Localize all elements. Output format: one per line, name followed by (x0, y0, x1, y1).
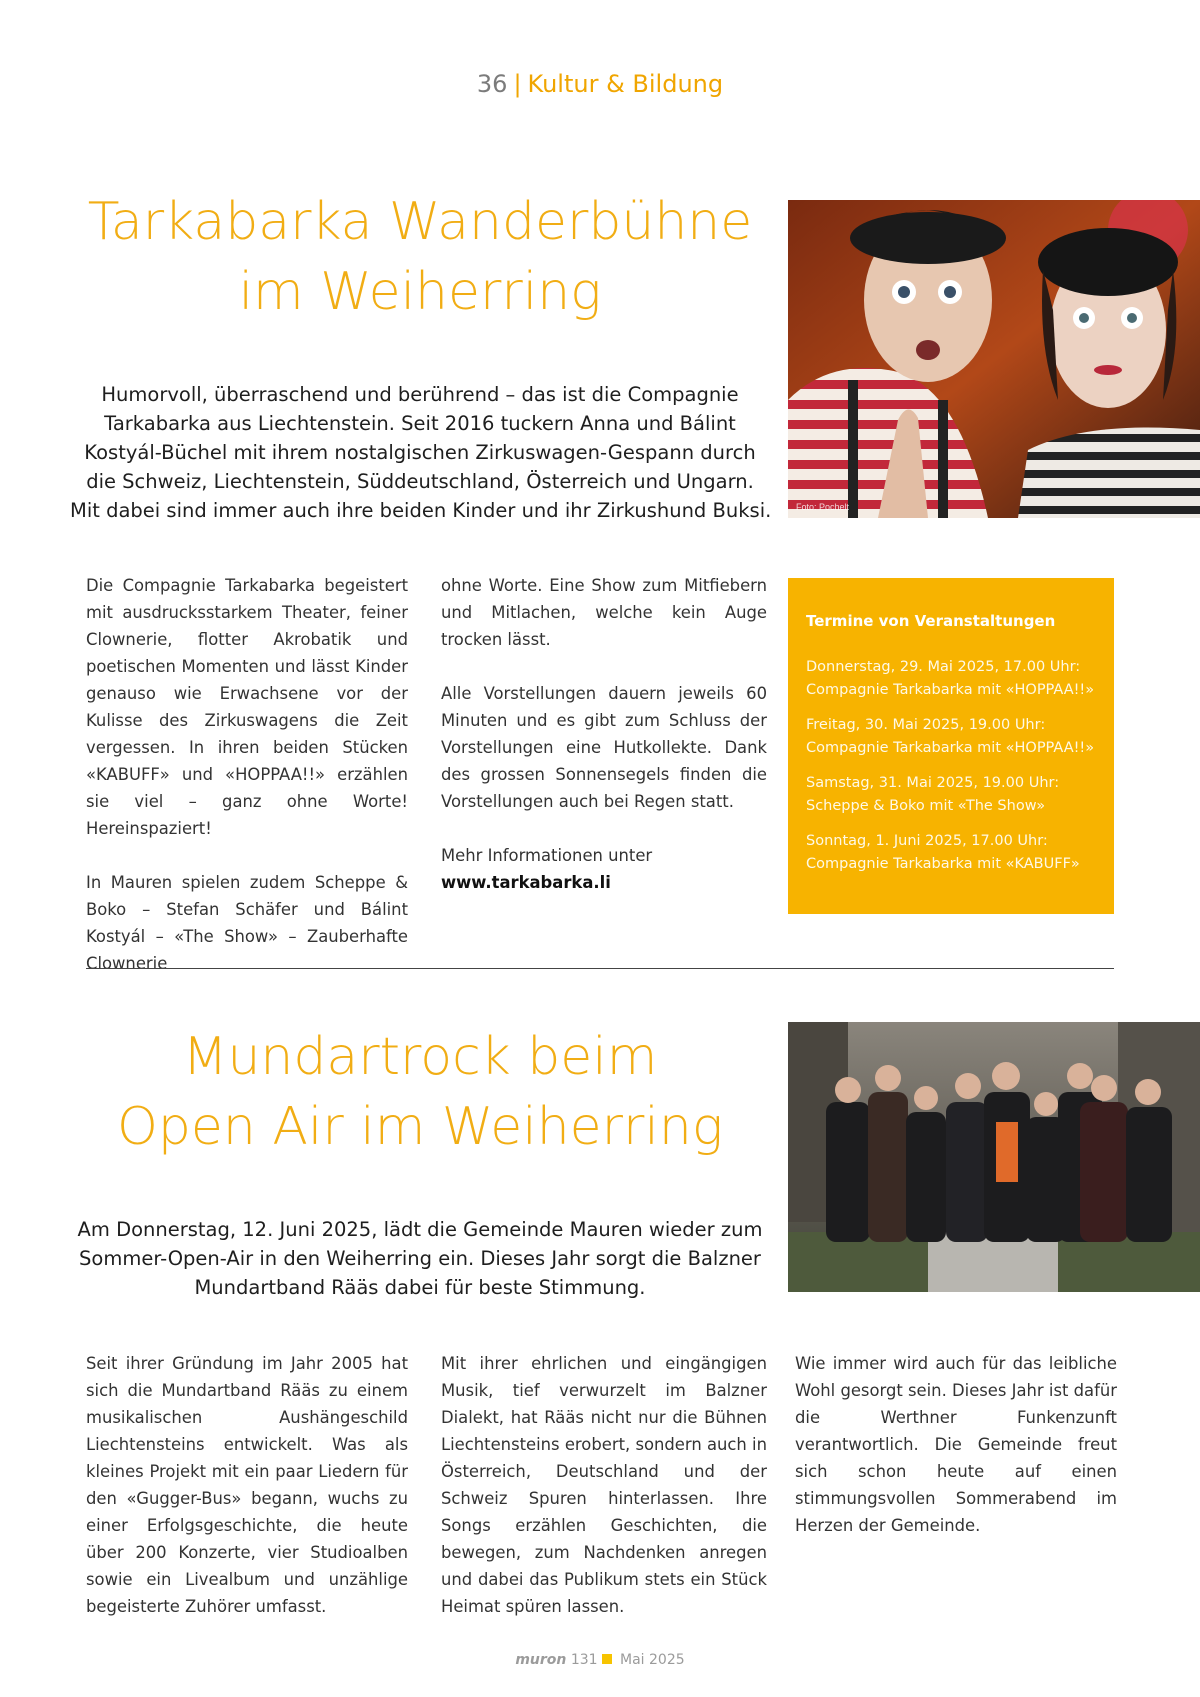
article2-column-2 (441, 1350, 767, 1620)
paragraph: ohne Worte. Eine Show zum Mitfiebern und Mitlachen, welche kein Auge trocken lässt. (441, 576, 767, 649)
clowns-photo (788, 200, 1200, 518)
article1-title-line: im Weiherring (238, 262, 602, 322)
event-item (806, 656, 1104, 702)
more-info-paragraph (441, 842, 767, 896)
paragraph: In Mauren spielen zudem Scheppe & Boko – Stefan Schäfer und Bálint Kostyál – «The Show» – Zauberhafte Clownerie (86, 873, 408, 973)
more-info-text: Mehr Informationen unter (441, 846, 653, 865)
clowns-image (788, 200, 1200, 518)
page-number: 36 (476, 70, 508, 98)
article1-lead-line: Humorvoll, überraschend und berührend – das ist die Compagnie (101, 383, 739, 406)
article2-title (70, 1022, 770, 1162)
article2-lead (70, 1215, 770, 1302)
section-divider (86, 968, 1114, 969)
event-show: Scheppe & Boko mit «The Show» (806, 798, 1046, 814)
page-footer (0, 1652, 1200, 1668)
paragraph: Die Compagnie Tarkabarka begeistert mit ausdrucksstarkem Theater, feiner Clownerie, flotter Akrobatik und poetischen Momenten und lässt Kinder genauso wie Erwachsene vor der Kulisse des Zirkuswagens die Zeit vergessen. In ihren beiden Stücken «KABUFF» und «HOPPAA!!» erzählen sie viel – ganz ohne Worte! Hereinspaziert! (86, 576, 408, 838)
article1-title (70, 187, 770, 327)
events-title: Termine von Veranstaltungen (806, 612, 1056, 630)
photo-credit: Foto: Pochelt (796, 502, 850, 512)
article2-title-line: Mundartrock beim (182, 1027, 658, 1087)
paragraph: Alle Vorstellungen dauern jeweils 60 Minuten und es gibt zum Schluss der Vorstellungen eine Hutkollekte. Dank des grossen Sonnensegels finden die Vorstellungen auch bei Regen statt. (441, 684, 767, 811)
article2-lead-line: Mundartband Rääs dabei für beste Stimmung. (194, 1276, 646, 1299)
article1-lead-line: Mit dabei sind immer auch ihre beiden Kinder und ihr Zirkushund Buksi. (70, 499, 772, 522)
footer-issue: 131 (570, 1652, 598, 1668)
event-date: Sonntag, 1. Juni 2025, 17.00 Uhr: (806, 833, 1048, 849)
footer-brand: muron (515, 1652, 567, 1668)
event-date: Samstag, 31. Mai 2025, 19.00 Uhr: (806, 775, 1060, 791)
page-header (0, 70, 1200, 98)
event-show: Compagnie Tarkabarka mit «KABUFF» (806, 856, 1080, 872)
event-item (806, 772, 1104, 818)
footer-date: Mai 2025 (620, 1652, 685, 1668)
website-link[interactable]: www.tarkabarka.li (441, 873, 611, 892)
article2-column-1 (86, 1350, 408, 1620)
article1-lead (70, 380, 770, 525)
events-box (788, 578, 1114, 914)
article1-lead-line: Tarkabarka aus Liechtenstein. Seit 2016 tuckern Anna und Bálint (104, 412, 736, 435)
event-item (806, 830, 1104, 876)
article2-lead-line: Sommer-Open-Air in den Weiherring ein. Dieses Jahr sorgt die Balzner (79, 1247, 761, 1270)
article2-title-line: Open Air im Weiherring (116, 1097, 724, 1157)
article1-column-1 (86, 572, 408, 977)
header-separator: | (513, 70, 522, 98)
event-show: Compagnie Tarkabarka mit «HOPPAA!!» (806, 740, 1095, 756)
event-date: Donnerstag, 29. Mai 2025, 17.00 Uhr: (806, 659, 1081, 675)
paragraph: Wie immer wird auch für das leibliche Wohl gesorgt sein. Dieses Jahr ist dafür die Werthner Funkenzunft verantwortlich. Die Gemeinde freut sich schon heute auf einen stimmungsvollen Sommerabend im Herzen der Gemeinde. (795, 1354, 1117, 1535)
article2-lead-line: Am Donnerstag, 12. Juni 2025, lädt die Gemeinde Mauren wieder zum (77, 1218, 763, 1241)
article1-lead-line: die Schweiz, Liechtenstein, Süddeutschland, Österreich und Ungarn. (86, 470, 754, 493)
paragraph: Seit ihrer Gründung im Jahr 2005 hat sich die Mundartband Rääs zu einem musikalischen Aushängeschild Liechtensteins entwickelt. Was als kleines Projekt mit ein paar Liedern für den «Gugger-Bus» begann, wuchs zu einer Erfolgsgeschichte, die heute über 200 Konzerte, vier Studioalben sowie ein Livealbum und unzählige begeisterte Zuhörer umfasst. (86, 1354, 408, 1616)
paragraph: Mit ihrer ehrlichen und eingängigen Musik, tief verwurzelt im Balzner Dialekt, hat Rääs nicht nur die Bühnen Liechtensteins erobert, sondern auch in Österreich, Deutschland und der Schweiz Spuren hinterlassen. Ihre Songs erzählen Geschichten, die bewegen, zum Nachdenken anregen und dabei das Publikum stets ein Stück Heimat spüren lassen. (441, 1354, 767, 1616)
article1-column-2 (441, 572, 767, 896)
footer-square-icon (602, 1654, 612, 1664)
band-image (788, 1022, 1200, 1292)
article1-title-line: Tarkabarka Wanderbühne (87, 192, 753, 252)
event-show: Compagnie Tarkabarka mit «HOPPAA!!» (806, 682, 1095, 698)
article2-column-3 (795, 1350, 1117, 1539)
events-list (806, 656, 1104, 888)
article1-lead-line: Kostyál-Büchel mit ihrem nostalgischen Zirkuswagen-Gespann durch (84, 441, 756, 464)
band-photo (788, 1022, 1200, 1292)
event-item (806, 714, 1104, 760)
section-title: Kultur & Bildung (527, 70, 724, 98)
event-date: Freitag, 30. Mai 2025, 19.00 Uhr: (806, 717, 1046, 733)
